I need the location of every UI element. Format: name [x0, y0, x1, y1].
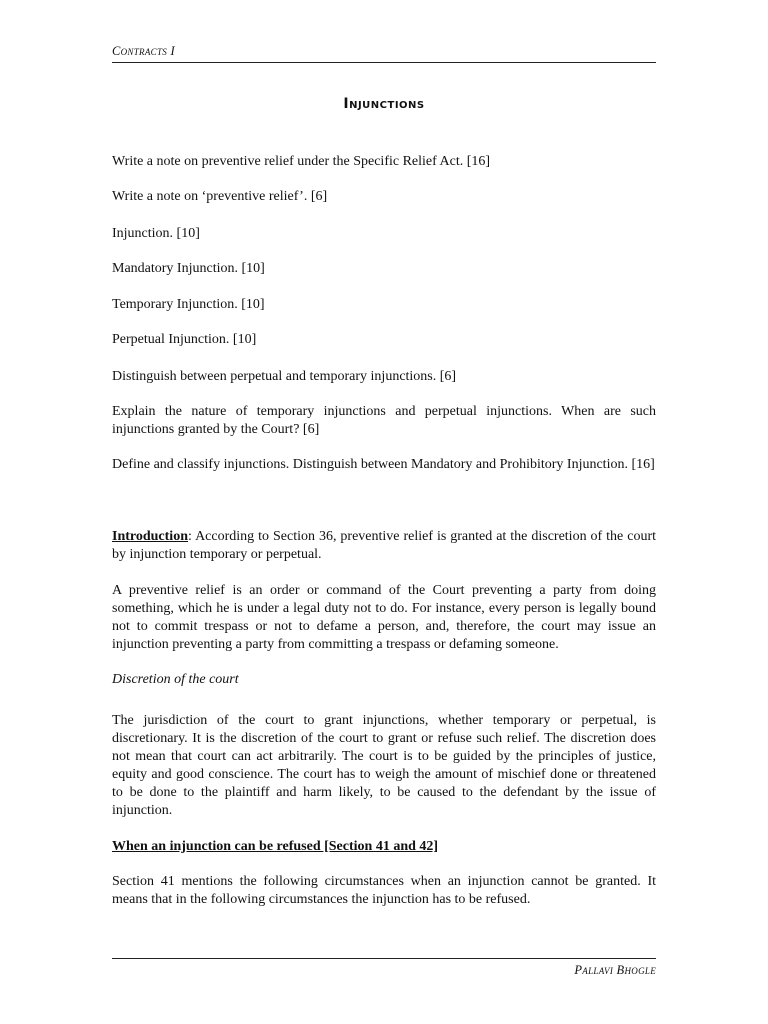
document-page: [112, 0, 656, 1024]
question-9: Define and classify injunctions. Distinguish between Mandatory and Prohibitory Injunction. [16]: [112, 457, 655, 472]
page-title: Injunctions: [343, 96, 425, 112]
preventive-relief-paragraph: A preventive relief is an order or command of the Court preventing a party from doing something, which he is under a legal duty not to do. For instance, every person is legally bound not to commit trespass or not to defame a person, and, therefore, the court may issue an injunction preventing a party from committing a trespass or defaming someone.: [112, 583, 656, 652]
introduction-paragraph: [112, 528, 656, 564]
discretion-heading: Discretion of the court: [112, 672, 239, 687]
running-header: Contracts I: [112, 44, 656, 63]
introduction-label: Introduction: [112, 529, 188, 544]
question-1: Write a note on preventive relief under the Specific Relief Act. [16]: [112, 154, 491, 169]
question-7: Distinguish between perpetual and temporary injunctions. [6]: [112, 369, 457, 384]
question-4: Mandatory Injunction. [10]: [112, 261, 265, 276]
question-3: Injunction. [10]: [112, 226, 200, 241]
question-5: Temporary Injunction. [10]: [112, 297, 265, 312]
refusal-paragraph: Section 41 mentions the following circumstances when an injunction cannot be granted. It means that in the following circumstances the injunction has to be refused.: [112, 874, 656, 907]
question-6: Perpetual Injunction. [10]: [112, 332, 257, 347]
question-8: Explain the nature of temporary injunctions and perpetual injunctions. When are such injunctions granted by the Court? [6]: [112, 404, 656, 437]
discretion-paragraph: The jurisdiction of the court to grant injunctions, whether temporary or perpetual, is discretionary. It is the discretion of the court to grant or refuse such relief. The discretion does not mean that court can act arbitrarily. The court is to be guided by the principles of justice, equity and good conscience. The court has to weigh the amount of mischief done or threatened to be done to the plaintiff and harm likely, to be caused to the defendant by the issue of injunction.: [112, 713, 656, 818]
introduction-text: : According to Section 36, preventive relief is granted at the discretion of the court by injunction temporary or perpetual.: [112, 529, 656, 562]
question-2: Write a note on ‘preventive relief’. [6]: [112, 189, 328, 204]
running-footer: Pallavi Bhogle: [112, 958, 656, 978]
refusal-heading: [112, 838, 656, 856]
refusal-heading-text: When an injunction can be refused [Section 41 and 42]: [112, 839, 439, 854]
